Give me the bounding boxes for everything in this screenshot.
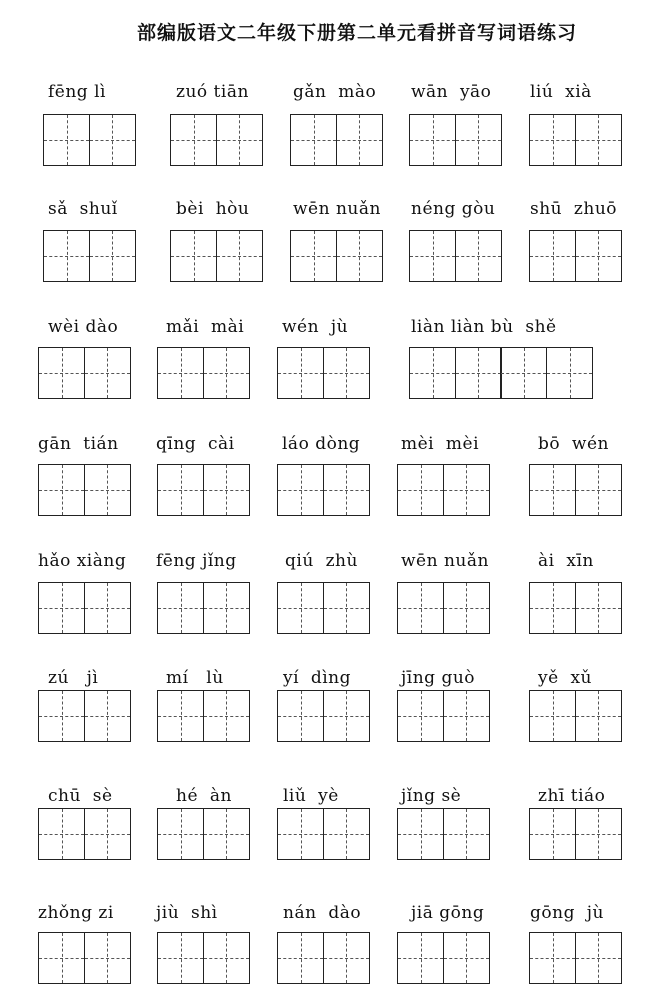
pinyin-label: mí lù [166, 668, 224, 688]
tianzige-cell[interactable] [277, 932, 324, 984]
tianzige-cell[interactable] [84, 690, 131, 742]
pinyin-label: hé àn [176, 786, 232, 806]
writing-box-group [277, 464, 370, 516]
tianzige-cell[interactable] [84, 932, 131, 984]
pinyin-label: mǎi mài [166, 317, 245, 337]
writing-box-group [38, 582, 131, 634]
tianzige-cell[interactable] [397, 582, 444, 634]
pinyin-label: wén jù [282, 317, 349, 337]
tianzige-cell[interactable] [203, 932, 250, 984]
writing-box-group [277, 347, 370, 399]
tianzige-cell[interactable] [500, 347, 547, 399]
writing-box-group [38, 347, 131, 399]
tianzige-cell[interactable] [203, 582, 250, 634]
pinyin-label: hǎo xiàng [38, 551, 127, 571]
tianzige-cell[interactable] [157, 690, 204, 742]
tianzige-cell[interactable] [157, 464, 204, 516]
writing-box-group [277, 690, 370, 742]
pinyin-label: gǎn mào [293, 82, 377, 102]
writing-box-group [157, 690, 250, 742]
pinyin-label: néng gòu [411, 199, 496, 219]
tianzige-cell[interactable] [216, 230, 263, 282]
pinyin-label: ài xīn [538, 551, 594, 571]
tianzige-cell[interactable] [455, 347, 502, 399]
tianzige-cell[interactable] [84, 347, 131, 399]
tianzige-cell[interactable] [529, 464, 576, 516]
tianzige-cell[interactable] [397, 464, 444, 516]
writing-box-group [38, 464, 131, 516]
tianzige-cell[interactable] [323, 347, 370, 399]
writing-box-group [409, 114, 502, 166]
pinyin-label: jīng guò [401, 668, 476, 688]
pinyin-label: wān yāo [411, 82, 492, 102]
writing-box-group [397, 582, 490, 634]
writing-box-group [157, 808, 250, 860]
tianzige-cell[interactable] [529, 932, 576, 984]
tianzige-cell[interactable] [397, 690, 444, 742]
pinyin-label: mèi mèi [401, 434, 480, 454]
tianzige-cell[interactable] [170, 230, 217, 282]
tianzige-cell[interactable] [575, 690, 622, 742]
writing-box-group [170, 114, 263, 166]
tianzige-cell[interactable] [84, 808, 131, 860]
tianzige-cell[interactable] [409, 347, 456, 399]
tianzige-cell[interactable] [89, 230, 136, 282]
tianzige-cell[interactable] [323, 464, 370, 516]
tianzige-cell[interactable] [323, 932, 370, 984]
tianzige-cell[interactable] [277, 464, 324, 516]
tianzige-cell[interactable] [216, 114, 263, 166]
tianzige-cell[interactable] [43, 230, 90, 282]
pinyin-label: qiú zhù [285, 551, 358, 571]
pinyin-label: bō wén [538, 434, 609, 454]
pinyin-label: zhī tiáo [538, 786, 606, 806]
writing-box-group [409, 347, 593, 399]
pinyin-label: liàn liàn bù shě [411, 317, 557, 337]
tianzige-cell[interactable] [277, 690, 324, 742]
writing-box-group [529, 114, 622, 166]
tianzige-cell[interactable] [529, 808, 576, 860]
writing-box-group [170, 230, 263, 282]
pinyin-label: fēng lì [48, 82, 106, 102]
pinyin-label: láo dòng [282, 434, 361, 454]
tianzige-cell[interactable] [529, 582, 576, 634]
writing-box-group [157, 932, 250, 984]
pinyin-label: wēn nuǎn [401, 551, 489, 571]
writing-box-group [529, 464, 622, 516]
tianzige-cell[interactable] [575, 932, 622, 984]
writing-box-group [43, 114, 136, 166]
pinyin-label: zuó tiān [176, 82, 249, 102]
pinyin-label: wèi dào [48, 317, 119, 337]
pinyin-label: bèi hòu [176, 199, 250, 219]
pinyin-label: liú xià [530, 82, 592, 102]
tianzige-cell[interactable] [546, 347, 593, 399]
pinyin-label: gōng jù [530, 903, 604, 923]
tianzige-cell[interactable] [455, 114, 502, 166]
tianzige-cell[interactable] [157, 932, 204, 984]
tianzige-cell[interactable] [575, 808, 622, 860]
writing-box-group [290, 114, 383, 166]
tianzige-cell[interactable] [290, 230, 337, 282]
tianzige-cell[interactable] [575, 582, 622, 634]
tianzige-cell[interactable] [38, 347, 85, 399]
tianzige-cell[interactable] [409, 114, 456, 166]
tianzige-cell[interactable] [397, 808, 444, 860]
pinyin-label: jiā gōng [411, 903, 485, 923]
tianzige-cell[interactable] [203, 464, 250, 516]
pinyin-label: shū zhuō [530, 199, 618, 219]
pinyin-label: nán dào [283, 903, 362, 923]
tianzige-cell[interactable] [277, 808, 324, 860]
tianzige-cell[interactable] [38, 932, 85, 984]
tianzige-cell[interactable] [336, 114, 383, 166]
writing-box-group [157, 347, 250, 399]
pinyin-label: jiù shì [156, 903, 218, 923]
writing-box-group [277, 808, 370, 860]
pinyin-label: wēn nuǎn [293, 199, 381, 219]
writing-box-group [43, 230, 136, 282]
tianzige-cell[interactable] [336, 230, 383, 282]
pinyin-label: gān tián [38, 434, 119, 454]
writing-box-group [277, 582, 370, 634]
writing-box-group [529, 690, 622, 742]
writing-box-group [290, 230, 383, 282]
writing-box-group [38, 808, 131, 860]
tianzige-cell[interactable] [157, 582, 204, 634]
pinyin-label: sǎ shuǐ [48, 199, 118, 219]
tianzige-cell[interactable] [38, 808, 85, 860]
pinyin-label: liǔ yè [283, 786, 339, 806]
writing-box-group [409, 230, 502, 282]
tianzige-cell[interactable] [443, 690, 490, 742]
tianzige-cell[interactable] [84, 582, 131, 634]
tianzige-cell[interactable] [529, 690, 576, 742]
tianzige-cell[interactable] [277, 347, 324, 399]
tianzige-cell[interactable] [397, 932, 444, 984]
tianzige-cell[interactable] [455, 230, 502, 282]
pinyin-label: fēng jǐng [156, 551, 237, 571]
tianzige-cell[interactable] [409, 230, 456, 282]
tianzige-cell[interactable] [203, 690, 250, 742]
pinyin-label: qīng cài [156, 434, 235, 454]
tianzige-cell[interactable] [323, 808, 370, 860]
writing-box-group [397, 690, 490, 742]
tianzige-cell[interactable] [157, 808, 204, 860]
writing-box-group [529, 582, 622, 634]
tianzige-cell[interactable] [203, 808, 250, 860]
tianzige-cell[interactable] [38, 690, 85, 742]
tianzige-cell[interactable] [529, 114, 576, 166]
tianzige-cell[interactable] [575, 114, 622, 166]
writing-box-group [529, 808, 622, 860]
pinyin-label: chū sè [48, 786, 113, 806]
tianzige-cell[interactable] [575, 230, 622, 282]
tianzige-cell[interactable] [89, 114, 136, 166]
pinyin-label: yí dìng [283, 668, 351, 688]
pinyin-label: zhǒng zi [38, 903, 114, 923]
pinyin-label: yě xǔ [538, 668, 593, 688]
writing-box-group [397, 808, 490, 860]
tianzige-cell[interactable] [38, 464, 85, 516]
writing-box-group [157, 464, 250, 516]
tianzige-cell[interactable] [43, 114, 90, 166]
pinyin-label: zú jì [48, 668, 99, 688]
tianzige-cell[interactable] [443, 582, 490, 634]
tianzige-cell[interactable] [529, 230, 576, 282]
tianzige-cell[interactable] [170, 114, 217, 166]
writing-box-group [529, 230, 622, 282]
writing-box-group [397, 932, 490, 984]
writing-box-group [277, 932, 370, 984]
tianzige-cell[interactable] [443, 464, 490, 516]
writing-box-group [157, 582, 250, 634]
pinyin-label: jǐng sè [401, 786, 462, 806]
tianzige-cell[interactable] [443, 932, 490, 984]
tianzige-cell[interactable] [323, 582, 370, 634]
tianzige-cell[interactable] [157, 347, 204, 399]
tianzige-cell[interactable] [84, 464, 131, 516]
tianzige-cell[interactable] [443, 808, 490, 860]
tianzige-cell[interactable] [290, 114, 337, 166]
tianzige-cell[interactable] [277, 582, 324, 634]
writing-box-group [38, 932, 131, 984]
tianzige-cell[interactable] [203, 347, 250, 399]
page-title: 部编版语文二年级下册第二单元看拼音写词语练习 [136, 22, 577, 44]
tianzige-cell[interactable] [323, 690, 370, 742]
tianzige-cell[interactable] [575, 464, 622, 516]
tianzige-cell[interactable] [38, 582, 85, 634]
writing-box-group [38, 690, 131, 742]
writing-box-group [529, 932, 622, 984]
writing-box-group [397, 464, 490, 516]
